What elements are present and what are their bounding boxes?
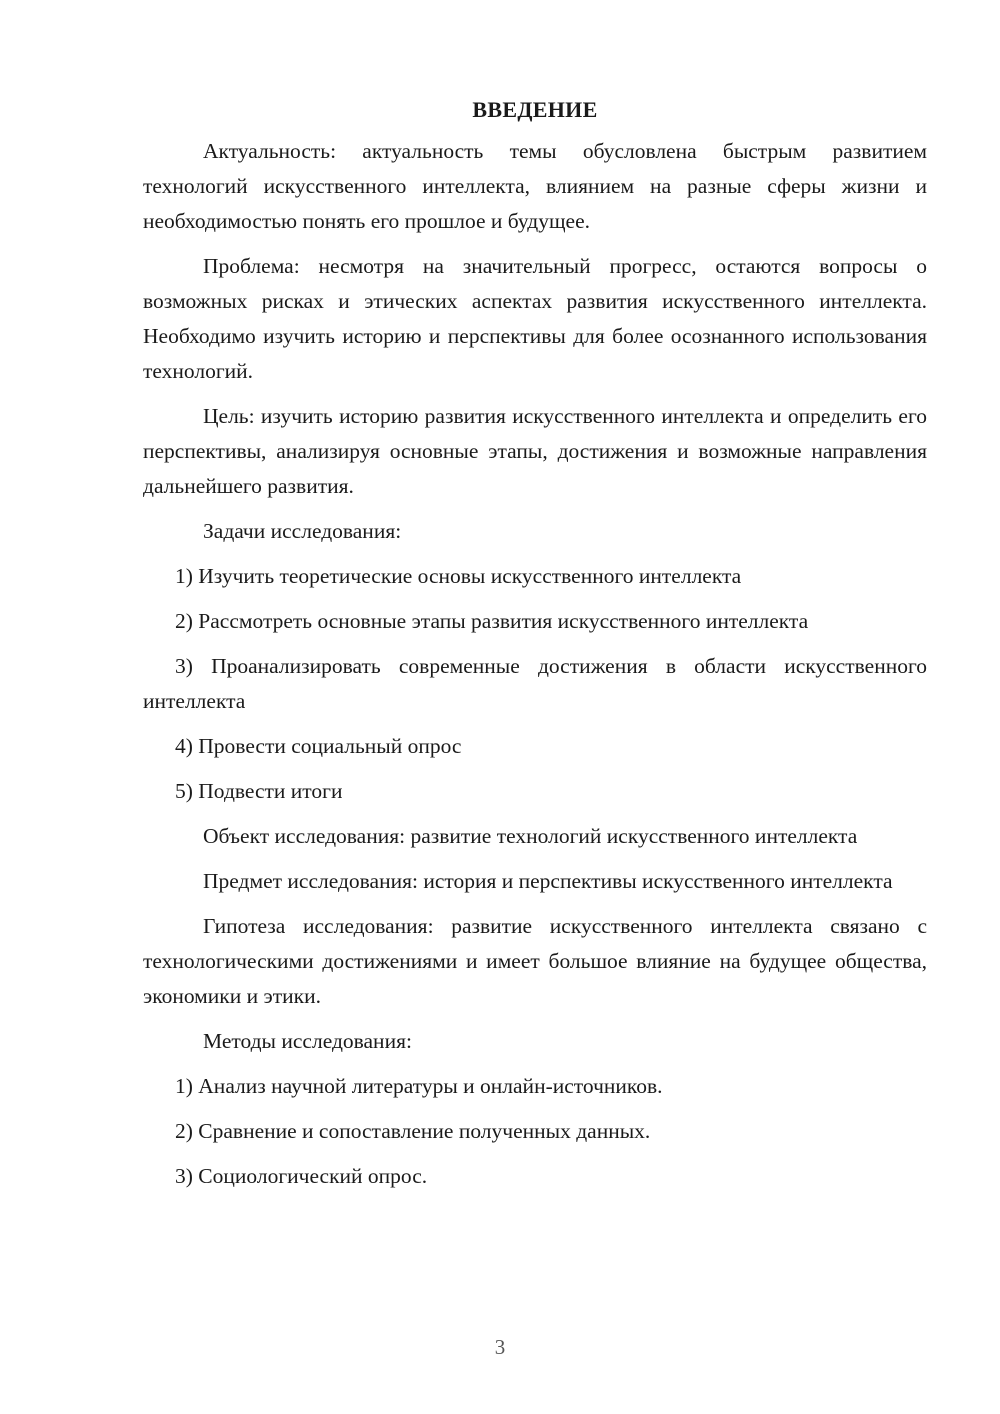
methods-title: Методы исследования:	[203, 1029, 412, 1053]
hypothesis-paragraph: Гипотеза исследования: развитие искусственного интеллекта связано с технологическими достижениями и имеет большое влияние на будущее общества, экономики и этики.	[143, 914, 927, 1008]
method-item-2: 2) Сравнение и сопоставление полученных данных.	[175, 1119, 651, 1143]
goal-paragraph: Цель: изучить историю развития искусственного интеллекта и определить его перспективы, анализируя основные этапы, достижения и возможные направления дальнейшего развития.	[143, 404, 927, 498]
task-item-1: 1) Изучить теоретические основы искусственного интеллекта	[175, 564, 742, 588]
tasks-title: Задачи исследования:	[203, 519, 402, 543]
page-number: 3	[494, 1335, 506, 1359]
method-item-3: 3) Социологический опрос.	[175, 1164, 428, 1188]
document-heading: ВВЕДЕНИЕ	[472, 97, 598, 122]
subject-paragraph: Предмет исследования: история и перспективы искусственного интеллекта	[203, 869, 893, 893]
problem-paragraph: Проблема: несмотря на значительный прогресс, остаются вопросы о возможных рисках и этических аспектах развития искусственного интеллекта. Необходимо изучить историю и перспективы для более осознанного использования технологий.	[143, 254, 927, 383]
task-item-5: 5) Подвести итоги	[175, 779, 343, 803]
task-item-4: 4) Провести социальный опрос	[175, 734, 462, 758]
object-paragraph: Объект исследования: развитие технологий искусственного интеллекта	[203, 824, 858, 848]
task-item-2: 2) Рассмотреть основные этапы развития искусственного интеллекта	[175, 609, 809, 633]
document-page	[143, 96, 927, 1204]
method-item-1: 1) Анализ научной литературы и онлайн-источников.	[175, 1074, 663, 1098]
task-item-3: 3) Проанализировать современные достижения в области искусственного интеллекта	[143, 654, 927, 713]
relevance-paragraph: Актуальность: актуальность темы обусловлена быстрым развитием технологий искусственного интеллекта, влиянием на разные сферы жизни и необходимостью понять его прошлое и будущее.	[143, 139, 927, 233]
